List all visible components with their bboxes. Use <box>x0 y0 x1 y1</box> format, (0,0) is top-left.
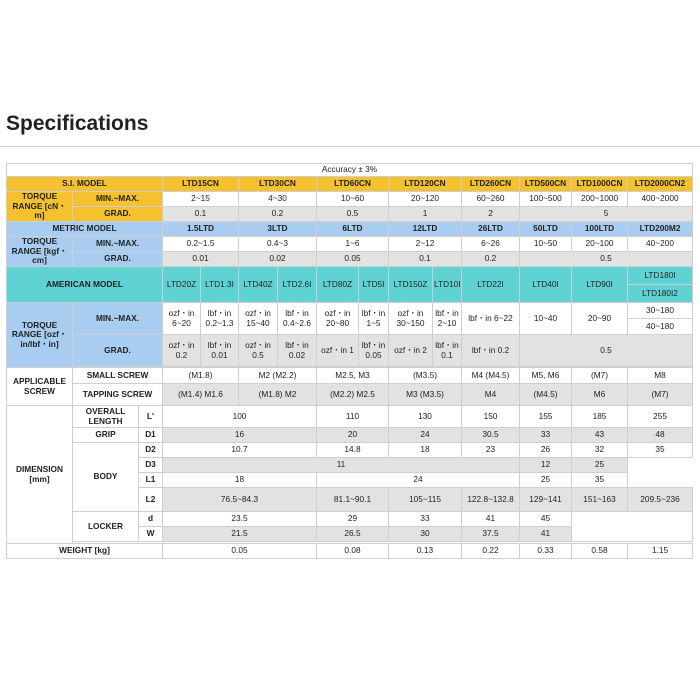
si-model-header: LTD120CN <box>389 177 462 192</box>
si-model-header: LTD2000CN2 <box>628 177 693 192</box>
overall-length-label: OVERALL LENGTH <box>73 406 139 428</box>
locker-d-cell: 23.5 <box>163 512 317 527</box>
metric-grad-cell: 0.1 <box>389 252 462 267</box>
si-grad-cell: 1 <box>389 207 462 222</box>
metric-minmax-label: MIN.~MAX. <box>73 237 163 252</box>
locker-w-symbol: W <box>139 527 163 542</box>
si-model-header: LTD1000CN <box>572 177 628 192</box>
locker-w-cell: 21.5 <box>163 527 317 542</box>
metric-model-header: 1.5LTD <box>163 222 239 237</box>
l2-cell: 129~141 <box>520 488 572 512</box>
american-range-cell: lbf・in 2~10 <box>433 303 462 335</box>
si-range-cell: 20~120 <box>389 192 462 207</box>
si-range-cell: 10~60 <box>317 192 389 207</box>
american-model-header: LTD2.6I <box>278 267 317 303</box>
metric-range-cell: 40~200 <box>628 237 693 252</box>
grip-cell: 30.5 <box>462 428 520 443</box>
american-range-cell: ozf・in 20~80 <box>317 303 359 335</box>
grip-cell: 33 <box>520 428 572 443</box>
metric-grad-cell: 0.2 <box>462 252 520 267</box>
tapping-screw-cell: (M2.2) M2.5 <box>317 384 389 406</box>
american-grad-cell: lbf・in 0.02 <box>278 335 317 367</box>
d2-cell: 10.7 <box>163 443 317 458</box>
american-grad-cell: ozf・in 2 <box>389 335 433 367</box>
si-model-header: LTD260CN <box>462 177 520 192</box>
small-screw-cell: M5, M6 <box>520 368 572 384</box>
d2-cell: 18 <box>389 443 462 458</box>
small-screw-cell: M2.5, M3 <box>317 368 389 384</box>
d2-cell: 14.8 <box>317 443 389 458</box>
si-model-header: LTD15CN <box>163 177 239 192</box>
metric-model-header: LTD200M2 <box>628 222 693 237</box>
metric-model-label: METRIC MODEL <box>7 222 163 237</box>
si-grad-cell: 0.1 <box>163 207 239 222</box>
si-range-cell: 4~30 <box>239 192 317 207</box>
american-grad-cell: ozf・in 0.5 <box>239 335 278 367</box>
d2-symbol: D2 <box>139 443 163 458</box>
american-model-header: LTD10I <box>433 267 462 303</box>
tapping-screw-cell: M6 <box>572 384 628 406</box>
american-torque-label: TORQUE RANGE [ozf・in/lbf・in] <box>7 303 73 368</box>
metric-grad-cell: 0.05 <box>317 252 389 267</box>
si-range-cell: 400~2000 <box>628 192 693 207</box>
l1-cell: 35 <box>572 473 628 488</box>
metric-grad-label: GRAD. <box>73 252 163 267</box>
l2-cell: 151~163 <box>572 488 628 512</box>
weight-cell: 0.22 <box>462 544 520 559</box>
american-range-cell: 10~40 <box>520 303 572 335</box>
overall-length-cell: 155 <box>520 406 572 428</box>
si-range-cell: 2~15 <box>163 192 239 207</box>
d3-cell: 25 <box>572 458 628 473</box>
d3-symbol: D3 <box>139 458 163 473</box>
american-range-cell: ozf・in 6~20 <box>163 303 201 335</box>
d2-cell: 35 <box>628 443 693 458</box>
grip-cell: 20 <box>317 428 389 443</box>
tapping-screw-label: TAPPING SCREW <box>73 384 163 406</box>
american-model-label: AMERICAN MODEL <box>7 267 163 303</box>
metric-range-cell: 2~12 <box>389 237 462 252</box>
overall-length-cell: 185 <box>572 406 628 428</box>
metric-model-header: 26LTD <box>462 222 520 237</box>
small-screw-cell: (M7) <box>572 368 628 384</box>
weight-cell: 0.58 <box>572 544 628 559</box>
d2-cell: 26 <box>520 443 572 458</box>
american-grad-cell: lbf・in 0.05 <box>359 335 389 367</box>
american-model-header: LTD180I <box>628 267 693 285</box>
l2-cell: 76.5~84.3 <box>163 488 317 512</box>
locker-w-cell: 37.5 <box>462 527 520 542</box>
si-grad-cell: 0.5 <box>317 207 389 222</box>
body-label: BODY <box>73 443 139 512</box>
metric-model-header: 100LTD <box>572 222 628 237</box>
accuracy-note: Accuracy ± 3% <box>7 164 693 177</box>
si-model-header: LTD30CN <box>239 177 317 192</box>
si-grad-cell: 0.2 <box>239 207 317 222</box>
american-range-cell: lbf・in 6~22 <box>462 303 520 335</box>
american-grad-cell: lbf・in 0.1 <box>433 335 462 367</box>
metric-range-cell: 0.4~3 <box>239 237 317 252</box>
metric-range-cell: 20~100 <box>572 237 628 252</box>
d3-cell: 12 <box>520 458 572 473</box>
locker-w-cell: 26.5 <box>317 527 389 542</box>
si-grad-cell: 5 <box>520 207 693 222</box>
weight-cell: 0.08 <box>317 544 389 559</box>
locker-d-cell: 41 <box>462 512 520 527</box>
grip-cell: 43 <box>572 428 628 443</box>
si-torque-label: TORQUE RANGE [cN・m] <box>7 192 73 222</box>
overall-length-cell: 130 <box>389 406 462 428</box>
weight-label: WEIGHT [kg] <box>7 544 163 559</box>
locker-label: LOCKER <box>73 512 139 542</box>
american-range-cell: 30~180 <box>628 303 693 319</box>
small-screw-cell: M8 <box>628 368 693 384</box>
american-grad-label: GRAD. <box>73 335 163 367</box>
american-grad-cell: ozf・in 1 <box>317 335 359 367</box>
l2-cell: 122.8~132.8 <box>462 488 520 512</box>
l2-cell: 209.5~236 <box>628 488 693 512</box>
si-model-header: LTD60CN <box>317 177 389 192</box>
tapping-screw-cell: M4 <box>462 384 520 406</box>
d3-cell: 11 <box>163 458 520 473</box>
metric-range-cell: 0.2~1.5 <box>163 237 239 252</box>
tapping-screw-cell: (M1.4) M1.6 <box>163 384 239 406</box>
l1-symbol: L1 <box>139 473 163 488</box>
l2-cell: 81.1~90.1 <box>317 488 389 512</box>
metric-model-header: 50LTD <box>520 222 572 237</box>
dimension-label: DIMENSION [mm] <box>7 406 73 544</box>
american-range-cell: lbf・in 1~5 <box>359 303 389 335</box>
locker-w-cell: 41 <box>520 527 572 542</box>
l1-cell: 25 <box>520 473 572 488</box>
overall-length-symbol: L' <box>139 406 163 428</box>
l1-cell: 18 <box>163 473 317 488</box>
metric-model-header: 3LTD <box>239 222 317 237</box>
small-screw-cell: (M1.8) <box>163 368 239 384</box>
screw-label: APPLICABLE SCREW <box>7 368 73 406</box>
tapping-screw-cell: (M4.5) <box>520 384 572 406</box>
american-grad-cell: lbf・in 0.2 <box>462 335 520 367</box>
american-minmax-label: MIN.~MAX. <box>73 303 163 335</box>
title-divider <box>0 146 700 147</box>
metric-grad-cell: 0.02 <box>239 252 317 267</box>
metric-model-header: 6LTD <box>317 222 389 237</box>
metric-range-cell: 6~26 <box>462 237 520 252</box>
grip-label: GRIP <box>73 428 139 443</box>
weight-cell: 0.33 <box>520 544 572 559</box>
american-model-header: LTD150Z <box>389 267 433 303</box>
locker-d-cell: 45 <box>520 512 572 527</box>
small-screw-label: SMALL SCREW <box>73 368 163 384</box>
overall-length-cell: 110 <box>317 406 389 428</box>
metric-range-cell: 1~6 <box>317 237 389 252</box>
american-model-header: LTD40I <box>520 267 572 303</box>
american-model-header: LTD1.3I <box>201 267 239 303</box>
american-model-header: LTD90I <box>572 267 628 303</box>
small-screw-cell: (M3.5) <box>389 368 462 384</box>
weight-cell: 1.15 <box>628 544 693 559</box>
si-model-label: S.I. MODEL <box>7 177 163 192</box>
american-model-header: LTD20Z <box>163 267 201 303</box>
locker-d-symbol: d <box>139 512 163 527</box>
grip-cell: 24 <box>389 428 462 443</box>
overall-length-cell: 100 <box>163 406 317 428</box>
american-grad-cell: ozf・in 0.2 <box>163 335 201 367</box>
american-range-cell: lbf・in 0.4~2.6 <box>278 303 317 335</box>
si-model-header: LTD500CN <box>520 177 572 192</box>
si-grad-cell: 2 <box>462 207 520 222</box>
tapping-screw-cell: (M1.8) M2 <box>239 384 317 406</box>
spec-table <box>6 163 693 559</box>
si-minmax-label: MIN.~MAX. <box>73 192 163 207</box>
locker-w-cell: 30 <box>389 527 462 542</box>
american-model-header: LTD40Z <box>239 267 278 303</box>
american-range-cell: ozf・in 15~40 <box>239 303 278 335</box>
metric-grad-cell: 0.5 <box>520 252 693 267</box>
american-model-header: LTD5I <box>359 267 389 303</box>
american-grad-cell: 0.5 <box>520 335 693 367</box>
si-range-cell: 100~500 <box>520 192 572 207</box>
american-range-cell: lbf・in 0.2~1.3 <box>201 303 239 335</box>
overall-length-cell: 255 <box>628 406 693 428</box>
american-range-cell: 20~90 <box>572 303 628 335</box>
l2-symbol: L2 <box>139 488 163 512</box>
locker-d-cell: 33 <box>389 512 462 527</box>
page-title: Specifications <box>6 112 149 135</box>
american-range-cell: 40~180 <box>628 319 693 335</box>
l2-cell: 105~115 <box>389 488 462 512</box>
weight-cell: 0.05 <box>163 544 317 559</box>
overall-length-cell: 150 <box>462 406 520 428</box>
tapping-screw-cell: (M7) <box>628 384 693 406</box>
weight-cell: 0.13 <box>389 544 462 559</box>
american-range-cell: ozf・in 30~150 <box>389 303 433 335</box>
small-screw-cell: M2 (M2.2) <box>239 368 317 384</box>
metric-torque-label: TORQUE RANGE [kgf・cm] <box>7 237 73 267</box>
si-range-cell: 60~260 <box>462 192 520 207</box>
metric-grad-cell: 0.01 <box>163 252 239 267</box>
locker-d-cell: 29 <box>317 512 389 527</box>
spec-table-wrapper <box>6 163 692 559</box>
d2-cell: 23 <box>462 443 520 458</box>
grip-cell: 16 <box>163 428 317 443</box>
small-screw-cell: M4 (M4.5) <box>462 368 520 384</box>
american-model-header: LTD22I <box>462 267 520 303</box>
american-grad-cell: lbf・in 0.01 <box>201 335 239 367</box>
d2-cell: 32 <box>572 443 628 458</box>
american-model-header: LTD180I2 <box>628 285 693 303</box>
tapping-screw-cell: M3 (M3.5) <box>389 384 462 406</box>
locker-empty-cell <box>572 512 693 542</box>
si-range-cell: 200~1000 <box>572 192 628 207</box>
grip-symbol: D1 <box>139 428 163 443</box>
metric-range-cell: 10~50 <box>520 237 572 252</box>
american-model-header: LTD80Z <box>317 267 359 303</box>
si-grad-label: GRAD. <box>73 207 163 222</box>
metric-model-header: 12LTD <box>389 222 462 237</box>
grip-cell: 48 <box>628 428 693 443</box>
l1-cell: 24 <box>317 473 520 488</box>
